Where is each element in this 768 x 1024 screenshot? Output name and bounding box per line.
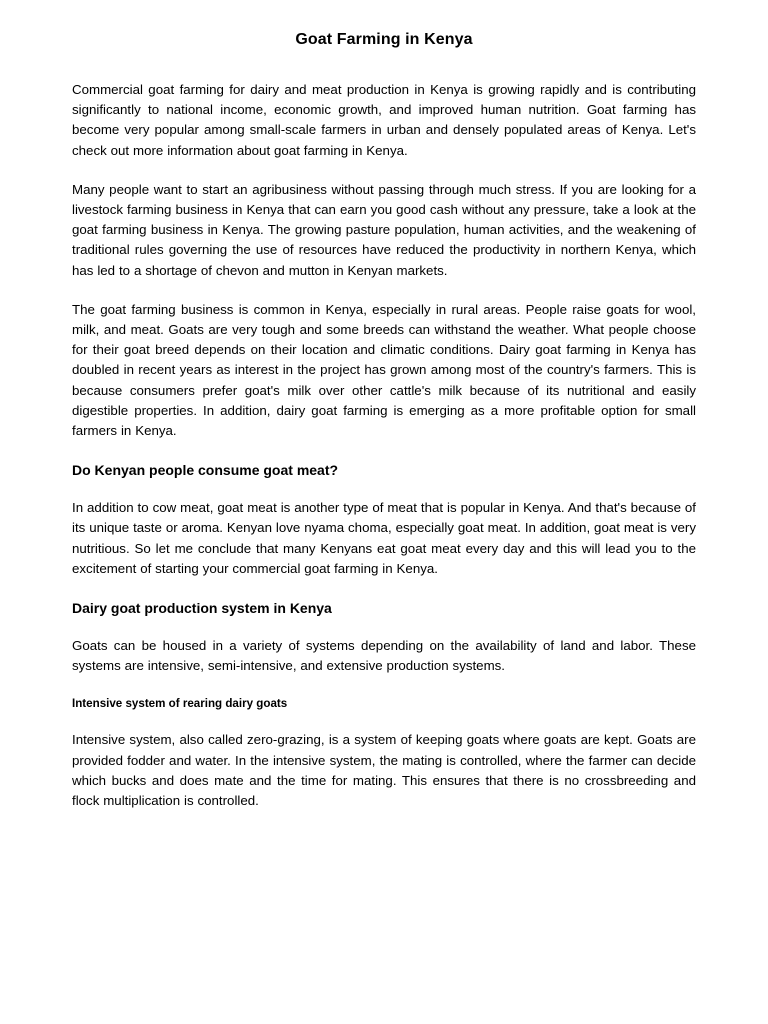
page-title: Goat Farming in Kenya — [295, 31, 473, 48]
document-content — [72, 30, 696, 830]
paragraph-housing-systems: Goats can be housed in a variety of systems depending on the availability of land and labor. These systems are intensive, semi-intensive, and extensive production systems. — [72, 638, 696, 674]
paragraph-breeds-and-dairy: The goat farming business is common in Kenya, especially in rural areas. People raise goats for wool, milk, and meat. Goats are very tough and some breeds can withstand the weather. What people choose for their goat breed depends on their location and climatic conditions. Dairy goat farming in Kenya has doubled in recent years as interest in the project has grown among most of the country's farmers. This is because consumers prefer goat's milk over other cattle's milk because of its nutritional and easily digestible properties. In addition, dairy goat farming is emerging as a more profitable option for small farmers in Kenya. — [72, 301, 696, 439]
paragraph-intensive-system-details: Intensive system, also called zero-grazing, is a system of keeping goats where goats are kept. Goats are provided fodder and water. In the intensive system, the mating is controlled, where the farmer can decide which bucks and does mate and the time for mating. This ensures that there is no crossbreeding and flock multiplication is controlled. — [72, 732, 696, 809]
subheading-intensive-system: Intensive system of rearing dairy goats — [72, 697, 288, 711]
heading-dairy-production-system: Dairy goat production system in Kenya — [72, 600, 332, 617]
paragraph-agribusiness-opportunity: Many people want to start an agribusiness without passing through much stress. If you are looking for a livestock farming business in Kenya that can earn you good cash without any pressure, take a look at the goat farming business in Kenya. The growing pasture population, human activities, and the weakening of traditional rules governing the use of resources have reduced the productivity in northern Kenya, which has led to a shortage of chevon and mutton in Kenyan markets. — [72, 181, 696, 278]
heading-goat-meat-consumption: Do Kenyan people consume goat meat? — [72, 462, 339, 479]
paragraph-intro-overview: Commercial goat farming for dairy and meat production in Kenya is growing rapidly and is contributing significantly to national income, economic growth, and improved human nutrition. Goat farming has become very popular among small-scale farmers in urban and densely populated areas of Kenya. Let's check out more information about goat farming in Kenya. — [72, 82, 696, 158]
paragraph-goat-meat-popularity: In addition to cow meat, goat meat is another type of meat that is popular in Kenya. And that's because of its unique taste or aroma. Kenyan love nyama choma, especially goat meat. In addition, goat meat is very nutritious. So let me conclude that many Kenyans eat goat meat every day and this will lead you to the excitement of starting your commercial goat farming in Kenya. — [72, 500, 696, 576]
